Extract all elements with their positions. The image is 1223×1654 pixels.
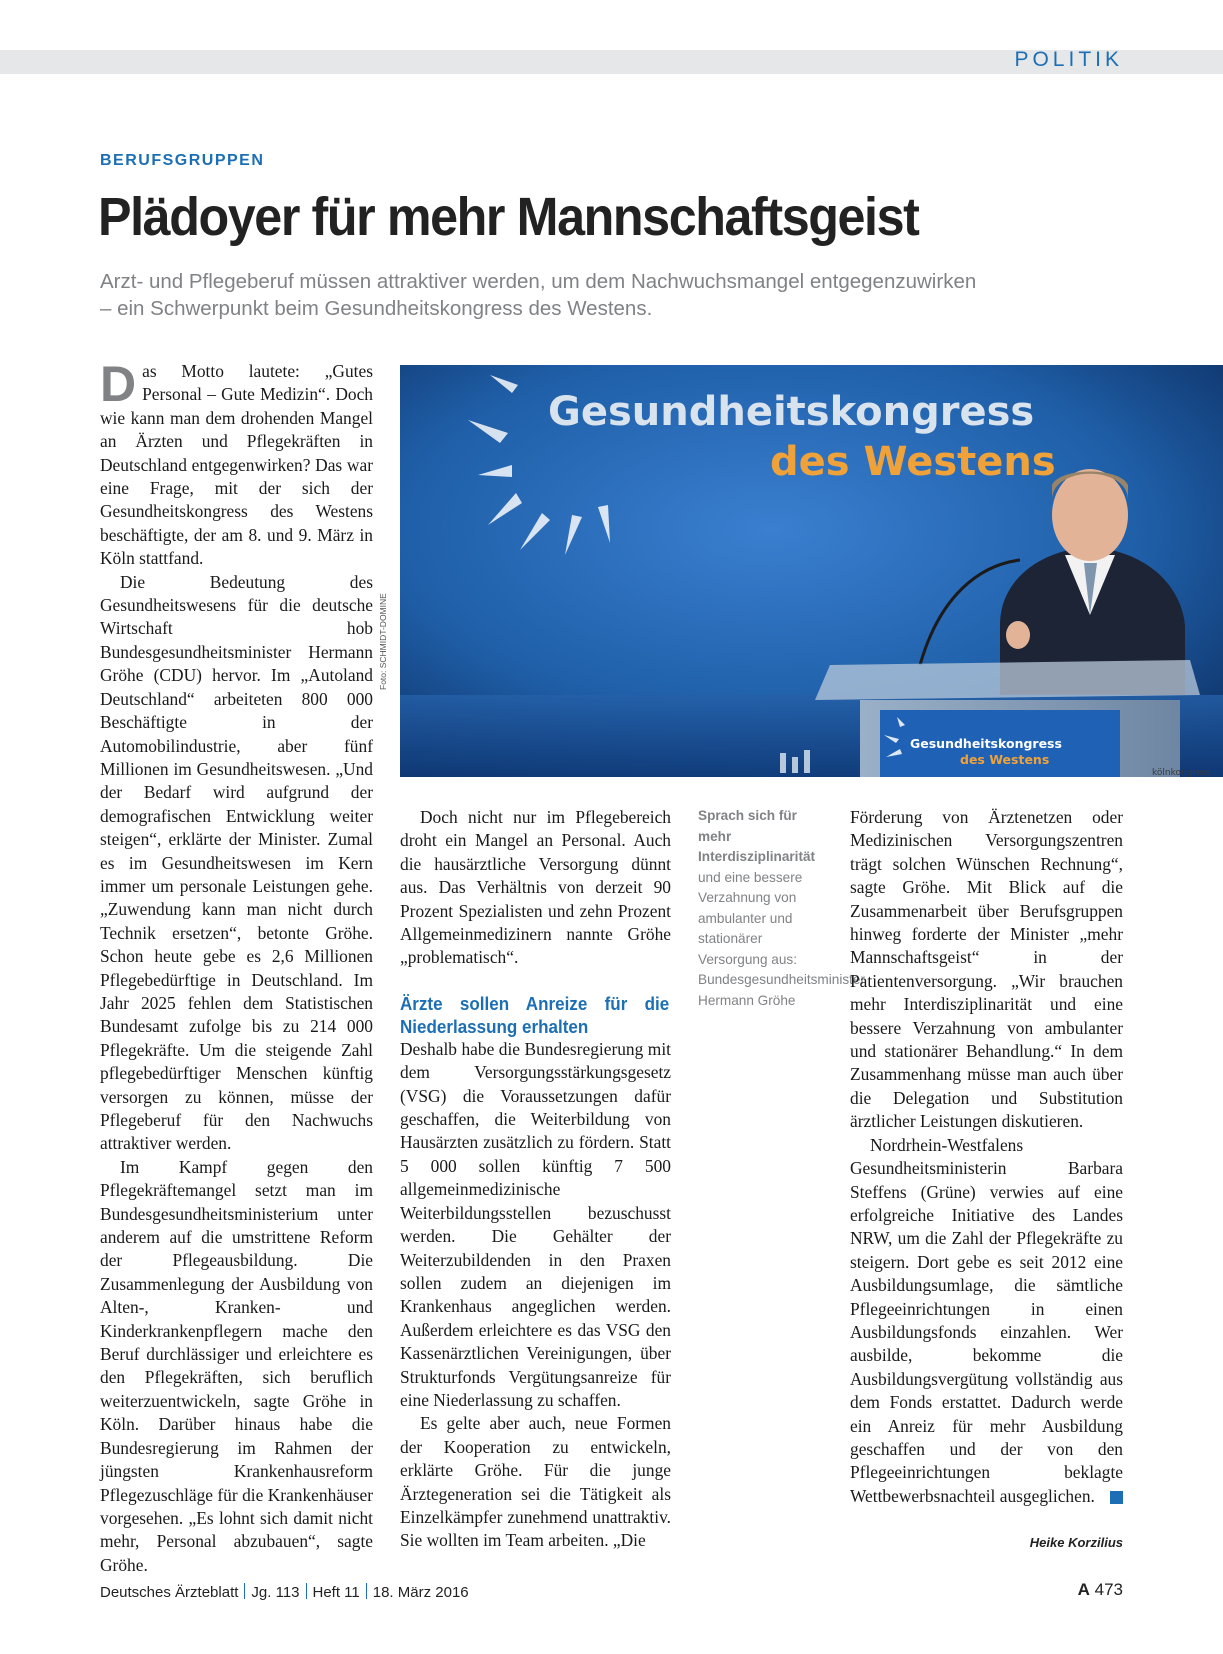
podium-title-line1: Gesundheitskongress [910,736,1062,751]
paragraph: Es gelte aber auch, neue Formen der Kooperation zu entwickeln, erklärte Gröhe. Für die junge Ärztegeneration sei die Tätigkeit als Einzelkämpfer zunehmend unattraktiv. Sie wollten im Team arbeiten. „Die [400,1413,671,1551]
end-mark-icon [1110,1491,1123,1504]
photo-credit: Foto: SCHMIDT-DOMINE [378,593,388,690]
podium-corner-label: kölnkongress [1152,768,1211,777]
footer-separator [366,1583,367,1599]
paragraph: Im Kampf gegen den Pflegekräftemangel setzt man im Bundesgesundheitsministerium unter anderem auf die umstrittene Reform der Pflegeausbildung. Die Zusammenlegung der Ausbildung von Alten-, Kranken- und Kinderkrankenpflegern mache den Beruf durchlässiger und erleichtere es den Pflegekräften, sich beruflich weiterzuentwickeln, sagte Gröhe in Köln. Darüber hinaus habe die Bundesregierung im Rahmen der jüngsten Krankenhausreform Pflegezuschläge für die Krankenhäuser vorgesehen. „Es lohnt sich damit nicht mehr, Personal abzubauen“, sagte Gröhe. [100,1156,373,1575]
section-label: POLITIK [1014,48,1123,71]
author: Heike Korzilius [1029,1535,1123,1550]
footer-date: 18. März 2016 [372,1584,469,1601]
article-kicker: BERUFSGRUPPEN [100,152,265,169]
paragraph-text: Nordrhein-Westfalens Gesundheitsministerin Barbara Steffens (Grüne) verwies auf eine erfolgreiche Initiative des Landes NRW, um die Zahl der Pflegekräfte zu steigern. Dort gebe es seit 2012 eine Ausbildungsumlage, die sämtliche Pflegeeinrichtungen in einen Ausbildungsfonds einzahlen. Wer ausbilde, bekomme die Ausbildungsvergütung vollständig aus dem Fonds erstattet. Dadurch werde ein Anreiz für mehr Ausbildung geschaffen und der von den Pflegeeinrichtungen beklagte Wettbewerbsnachteil ausgeglichen. [850,1134,1123,1506]
subheading: Ärzte sollen Anreize für die Niederlassung erhalten [400,992,670,1037]
paragraph: Die Bedeutung des Gesundheitswesens für die deutsche Wirtschaft hob Bundesgesundheitsminister Hermann Gröhe (CDU) hervor. Im „Autoland Deutschland“ arbeiteten 800 000 Beschäftigte in der Automobilindustrie, aber fünf Millionen im Gesundheitswesen. „Und der Bedarf wird aufgrund der demografischen Entwicklung weiter steigen“, erklärte der Minister. Zumal es im Gesundheitswesen im Kern immer um personale Leistungen gehe. „Zuwendung kann man nicht durch Technik ersetzen“, betonte Gröhe. Schon heute gebe es 2,6 Millionen Pflegebedürftige in Deutschland. Im Jahr 2025 fehlen dem Statistischen Bundesamt zufolge bis zu 214 000 Pflegekräfte. Um die steigende Zahl pflegebedürftiger Menschen künftig versorgen zu können, müsse der Pflegeberuf für den Nachwuchs attraktiver werden. [100,571,373,1154]
column-2 [400,806,671,1553]
page-prefix: A [1077,1580,1090,1599]
footer-issue: Heft 11 [312,1584,360,1601]
caption-text: und eine bessere Verzahnung von ambulanter und stationärer Versorgung aus: Bundesgesundheitsminister Hermann Gröhe [698,869,866,1008]
photo-caption [698,806,866,1011]
photo-illustration [400,365,1223,777]
banner-title-line1: Gesundheitskongress [548,389,1035,435]
column-1 [100,356,373,1577]
footer-volume: Jg. 113 [251,1584,300,1601]
paragraph: as Motto lautete: „Gutes Personal – Gute Medizin“. Doch wie kann man dem drohenden Mangel an Ärzten und Pflegekräften in Deutschland entgegenwirken? Das war eine Frage, mit der sich der Gesundheitskongress des Westens beschäftigte, der am 8. und 9. März in Köln stattfand. [100,361,373,569]
caption-bold: Sprach sich für mehr Interdisziplinarität [698,808,816,864]
footer-publication: Deutsches Ärzteblatt [100,1584,239,1601]
banner-title-line2: des Westens [770,439,1056,485]
footer [100,1583,469,1601]
paragraph: Doch nicht nur im Pflegebereich droht ein Mangel an Personal. Auch die hausärztliche Versorgung dünnt aus. Das Verhältnis von derzeit 90 Prozent Spezialisten und zehn Prozent Allgemeinmedizinern nannte Gröhe „problematisch“. [400,807,671,968]
article-photo [400,365,1223,777]
dropcap: D [100,356,137,412]
article-title: Plädoyer für mehr Mannschaftsgeist [98,187,919,247]
footer-separator [306,1583,307,1599]
paragraph [850,1134,1123,1509]
paragraph: Förderung von Ärztenetzen oder Medizinischen Versorgungszentren trägt solchen Wünschen Rechnung“, sagte Gröhe. Mit Blick auf die Zusammenarbeit über Berufsgruppen hinweg forderte der Minister „mehr Mannschaftsgeist“ in der Patientenversorgung. „Wir brauchen mehr Interdisziplinarität und eine bessere Verzahnung von ambulanter und stationärer Behandlung.“ In dem Zusammenhang müsse man auch über die Delegation und Substitution ärztlicher Leistungen diskutieren. [850,807,1123,1132]
article-lead: Arzt- und Pflegeberuf müssen attraktiver werden, um dem Nachwuchsmangel entgegenzuwirken – ein Schwerpunkt beim Gesundheitskongress des Westens. [100,270,977,320]
paragraph: Deshalb habe die Bundesregierung mit dem Versorgungsstärkungsgesetz (VSG) die Voraussetzungen dafür geschaffen, die Weiterbildung von Hausärzten zusätzlich zu fördern. Statt 5 000 sollen künftig 7 500 allgemeinmedizinische Weiterbildungsstellen bezuschusst werden. Die Gehälter der Weiterzubildenden in den Praxen sollen zudem an diejenigen im Krankenhaus angeglichen werden. Außerdem erleichtere es das VSG den Kassenärztlichen Vereinigungen, über Strukturfonds Vergütungsanreize für eine Niederlassung zu schaffen. [400,1038,671,1410]
column-3 [850,806,1123,1508]
page-number-value: 473 [1094,1580,1123,1599]
podium-title-line2: des Westens [960,752,1050,767]
footer-separator [244,1583,245,1599]
page-number [1078,1580,1123,1600]
